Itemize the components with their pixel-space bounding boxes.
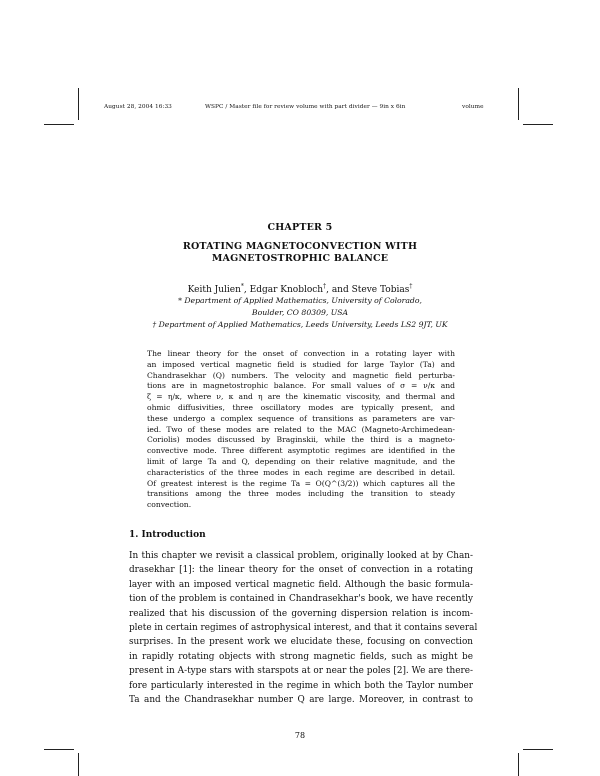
abstract-line: limit of large Ta and Q, depending on their relative magnitude, and the bbox=[147, 456, 455, 466]
chapter-number: CHAPTER 5 bbox=[267, 222, 333, 233]
author-mark: * bbox=[240, 283, 244, 290]
body-line: present in A-type stars with starspots at or near the poles [2]. We are there- bbox=[129, 666, 473, 677]
abstract bbox=[147, 349, 455, 511]
affiliation-line: Boulder, CO 80309, USA bbox=[251, 308, 349, 317]
body-line: drasekhar [1]: the linear theory for the onset of convection in a rotating bbox=[129, 565, 473, 576]
affiliation-line: † Department of Applied Mathematics, Leeds University, Leeds LS2 9JT, UK bbox=[152, 320, 448, 329]
abstract-line: ζ = η/κ, where ν, κ and η are the kinematic viscosity, and thermal and bbox=[147, 392, 455, 402]
body-line: layer with an imposed vertical magnetic field. Although the basic formula- bbox=[129, 579, 473, 590]
abstract-line: these undergo a complex sequence of transitions as parameters are var- bbox=[147, 413, 455, 423]
running-head-volume: volume bbox=[462, 104, 484, 110]
chapter-title-line: MAGNETOSTROPHIC BALANCE bbox=[211, 253, 389, 264]
abstract-line: Of greatest interest is the regime Ta = O(Q^(3/2)) which captures all the bbox=[147, 478, 455, 488]
body-line: realized that his discussion of the governing dispersion relation is incom- bbox=[129, 608, 473, 619]
crop-mark bbox=[78, 753, 79, 776]
abstract-line: Coriolis) modes discussed by Braginskii, while the third is a magneto- bbox=[147, 435, 455, 445]
crop-mark bbox=[78, 88, 79, 120]
chapter-title-line: ROTATING MAGNETOCONVECTION WITH bbox=[182, 241, 418, 252]
body-text bbox=[129, 549, 478, 707]
abstract-line: The linear theory for the onset of convection in a rotating layer with bbox=[147, 349, 455, 358]
crop-mark bbox=[518, 88, 519, 120]
crop-mark bbox=[523, 124, 553, 125]
body-line: tion of the problem is contained in Chandrasekhar's book, we have recently bbox=[129, 594, 473, 605]
page-number: 78 bbox=[294, 731, 306, 740]
body-line: Ta and the Chandrasekhar number Q are large. Moreover, in contrast to bbox=[129, 694, 473, 705]
section-heading: 1. Introduction bbox=[129, 530, 206, 540]
abstract-line: characteristics of the three modes in each regime are described in detail. bbox=[147, 467, 455, 477]
body-line: plete in certain regimes of astrophysical interest, and that it contains several bbox=[129, 622, 478, 633]
crop-mark bbox=[44, 124, 74, 125]
body-line: in rapidly rotating objects with strong magnetic fields, such as might be bbox=[129, 651, 473, 662]
running-head-date: August 28, 2004 16:33 bbox=[104, 104, 172, 110]
author-name: Keith Julien bbox=[187, 285, 241, 295]
author-name: , Edgar Knobloch bbox=[243, 285, 324, 295]
abstract-line: transitions among the three modes including the transition to steady bbox=[147, 489, 455, 499]
body-line: In this chapter we revisit a classical problem, originally looked at by Chan- bbox=[129, 551, 473, 561]
crop-mark bbox=[523, 749, 553, 750]
abstract-line: Chandrasekhar (Q) numbers. The velocity and magnetic field perturba- bbox=[147, 370, 455, 380]
author-name: , and Steve Tobias bbox=[326, 285, 410, 295]
crop-mark bbox=[518, 753, 519, 776]
crop-mark bbox=[44, 749, 74, 750]
body-line: fore particularly interested in the regime in which both the Taylor number bbox=[129, 680, 473, 691]
author-list bbox=[0, 283, 600, 295]
abstract-line: convection. bbox=[147, 500, 192, 510]
abstract-line: convective mode. Three different asymptotic regimes are identified in the bbox=[147, 446, 455, 456]
abstract-line: ied. Two of these modes are related to the MAC (Magneto-Archimedean- bbox=[147, 424, 455, 434]
author-mark: † bbox=[409, 283, 413, 290]
affiliation-line: * Department of Applied Mathematics, University of Colorado, bbox=[178, 296, 422, 305]
body-line: surprises. In the present work we elucidate these, focusing on convection bbox=[129, 637, 473, 648]
author-mark: † bbox=[323, 283, 327, 290]
abstract-line: tions are in magnetostrophic balance. For small values of σ = ν/κ and bbox=[147, 381, 455, 391]
abstract-line: an imposed vertical magnetic field is studied for large Taylor (Ta) and bbox=[147, 359, 455, 369]
abstract-line: ohmic diffusivities, three oscillatory modes are typically present, and bbox=[147, 402, 455, 412]
running-head-title: WSPC / Master file for review volume with part divider — 9in x 6in bbox=[205, 104, 406, 110]
